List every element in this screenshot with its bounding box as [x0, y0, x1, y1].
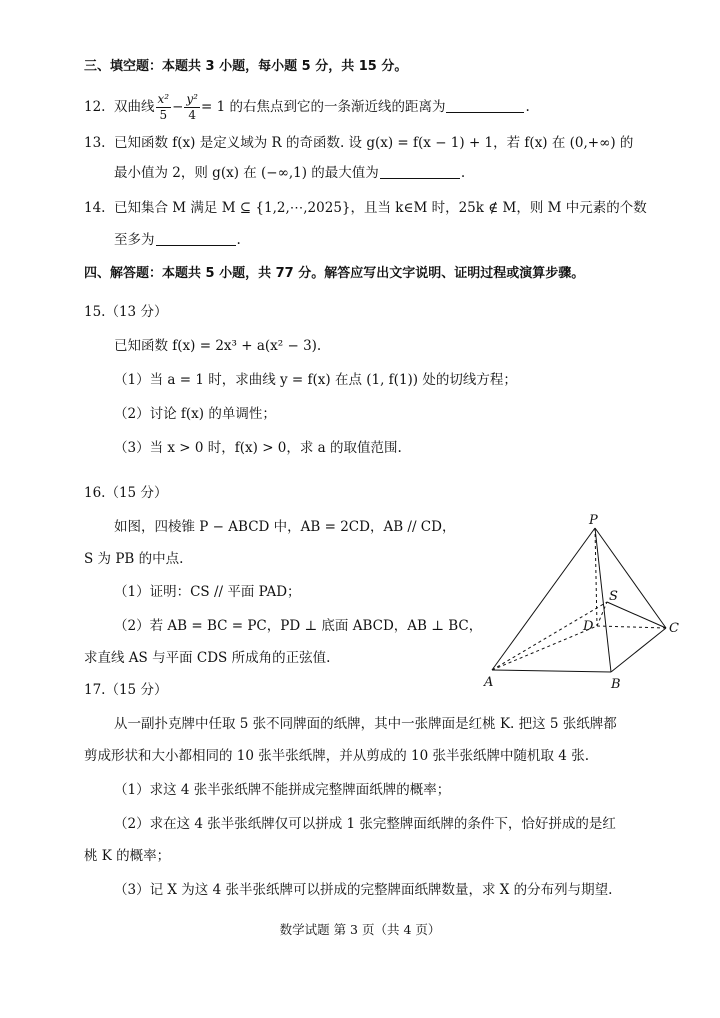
section-4-heading: 四、解答题：本题共 5 小题，共 77 分。解答应写出文字说明、证明过程或演算步骤。: [84, 266, 585, 281]
answer-blank[interactable]: [380, 164, 460, 179]
question-17-part-1: （1）求这 4 张半张纸牌不能拼成完整牌面纸牌的概率；: [114, 782, 451, 798]
question-14-line-1: [84, 198, 647, 218]
question-16-stem-line-1: 如图，四棱锥 P − ABCD 中，AB = 2CD，AB // CD，: [114, 519, 456, 535]
period: .: [236, 232, 241, 248]
q13-text-line-2: 最小值为 2，则 g(x) 在 (−∞,1) 的最大值为: [114, 165, 379, 181]
question-17-part-2: （2）求在这 4 张半张纸牌仅可以拼成 1 张完整牌面纸牌的条件下，恰好拼成的是红: [114, 816, 616, 832]
question-number: 12.: [84, 99, 106, 115]
q14-text-line-1: 已知集合 M 满足 M ⊆ {1,2,⋯,2025}，且当 k∈M 时，25k ∉ M，则 M 中元素的个数: [114, 200, 647, 216]
question-14-line-2: [114, 230, 241, 250]
q12-suffix: = 1 的右焦点到它的一条渐近线的距离为: [200, 99, 446, 115]
q14-text-line-2: 至多为: [114, 232, 155, 248]
question-17-part-3: （3）记 X 为这 4 张半张纸牌可以拼成的完整牌面纸牌数量，求 X 的分布列与期望.: [114, 882, 613, 898]
question-12: [84, 88, 530, 126]
answer-blank[interactable]: [156, 231, 236, 246]
fraction-denominator: 4: [188, 108, 196, 122]
question-16-header: 16.（15 分）: [84, 485, 168, 501]
question-17-part-2-cont: 桃 K 的概率；: [84, 848, 171, 864]
period: .: [525, 99, 530, 115]
question-15-header: 15.（13 分）: [84, 304, 168, 320]
fraction-y2-over-4: [184, 92, 200, 123]
question-13-line-1: [84, 133, 633, 153]
period: .: [460, 165, 466, 181]
vertex-label-p: P: [589, 513, 598, 528]
question-16-part-2-cont: 求直线 AS 与平面 CDS 所成角的正弦值.: [84, 650, 331, 666]
question-17-header: 17.（15 分）: [84, 682, 168, 698]
q12-prefix: 双曲线: [114, 99, 155, 115]
vertex-label-d: D: [583, 619, 594, 634]
question-15-stem: 已知函数 f(x) = 2x³ + a(x² − 3).: [114, 338, 322, 354]
section-3-heading: 三、填空题：本题共 3 小题，每小题 5 分，共 15 分。: [84, 59, 408, 74]
fraction-numerator: x²: [157, 92, 170, 106]
fraction-denominator: 5: [159, 108, 168, 122]
fraction-x2-over-5: [156, 92, 172, 123]
fraction-numerator: y²: [186, 92, 198, 106]
question-17-stem-line-2: 剪成形状和大小都相同的 10 张半张纸牌，并从剪成的 10 张半张纸牌中随机取 4 张.: [84, 748, 589, 764]
vertex-label-a: A: [484, 675, 494, 690]
question-16-part-2: （2）若 AB = BC = PC，PD ⊥ 底面 ABCD，AB ⊥ BC，: [114, 618, 483, 634]
page-footer: 数学试题 第 3 页（共 4 页）: [279, 922, 441, 937]
question-15-part-3: （3）当 x > 0 时，f(x) > 0，求 a 的取值范围.: [114, 440, 402, 456]
vertex-label-c: C: [669, 621, 679, 636]
vertex-label-s: S: [609, 589, 618, 604]
question-16-part-1: （1）证明：CS // 平面 PAD；: [114, 584, 301, 600]
minus-sign: −: [172, 99, 184, 115]
question-17-stem-line-1: 从一副扑克牌中任取 5 张不同牌面的纸牌，其中一张牌面是红桃 K. 把这 5 张纸牌都: [114, 716, 617, 732]
question-15-part-2: （2）讨论 f(x) 的单调性；: [114, 406, 276, 422]
question-13-line-2: [114, 163, 465, 183]
vertex-label-b: B: [611, 677, 621, 692]
question-number: 13.: [84, 135, 106, 151]
question-16-stem-line-2: S 为 PB 的中点.: [84, 551, 184, 567]
q13-text-line-1: 已知函数 f(x) 是定义域为 R 的奇函数. 设 g(x) = f(x − 1) + 1，若 f(x) 在 (0,+∞) 的: [114, 135, 634, 151]
question-15-part-1: （1）当 a = 1 时，求曲线 y = f(x) 在点 (1, f(1)) 处的切线方程；: [114, 372, 517, 388]
answer-blank[interactable]: [446, 98, 524, 113]
question-number: 14.: [84, 200, 106, 216]
pyramid-figure: [480, 512, 690, 692]
